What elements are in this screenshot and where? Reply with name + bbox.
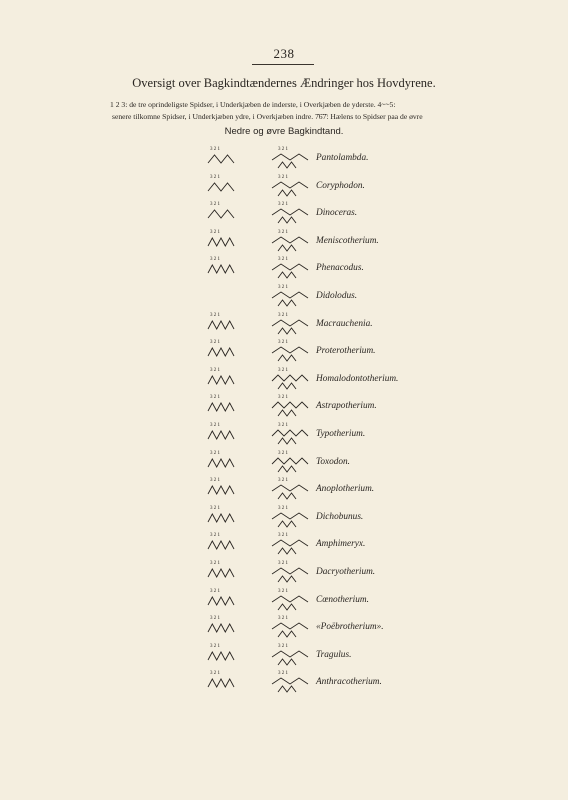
lower-cusp-outline xyxy=(208,265,234,273)
legend-line-2-rest: Hælens to Spidser paa de øvre xyxy=(330,112,423,121)
upper-molar-sketch xyxy=(268,477,312,503)
cusp-numbers: 3 2 1 xyxy=(278,367,288,373)
cusp-numbers: 3 2 1 xyxy=(278,202,288,208)
upper-cusp-outline xyxy=(272,209,308,215)
upper-molar-sketch xyxy=(268,256,312,282)
upper-cusp-outline xyxy=(272,182,308,188)
lower-molar-sketch xyxy=(204,174,238,201)
lower-molar-sketch xyxy=(204,394,238,416)
upper-molar-sketch xyxy=(268,532,312,558)
heel-cusps-outline xyxy=(278,383,296,389)
heel-cusps-outline xyxy=(278,604,296,610)
cusp-numbers: 3 2 1 xyxy=(210,312,220,318)
heel-cusps-outline xyxy=(278,355,296,361)
taxon-name: «Poëbrotherium». xyxy=(316,622,384,633)
cusp-numbers: 3 2 1 xyxy=(278,340,288,346)
legend-line-1: 1 2 3: de tre oprindeligste Spidser, i Underkjæben de inderste, i Overkjæben de yderste. xyxy=(110,100,376,109)
upper-molar-sketch xyxy=(268,394,312,425)
lower-molar-sketch xyxy=(204,560,238,582)
taxon-name: Coryphodon. xyxy=(316,180,365,191)
lower-molar-sketch xyxy=(204,670,238,692)
upper-molar-sketch xyxy=(268,394,312,420)
cusp-numbers: 3 2 1 xyxy=(210,395,220,401)
cusp-numbers: 3 2 1 xyxy=(210,229,220,235)
upper-cusp-outline xyxy=(272,458,308,464)
cusp-numbers: 3 2 1 xyxy=(210,423,220,428)
lower-cusp-outline xyxy=(208,403,234,411)
taxon-name: Meniscotherium. xyxy=(316,235,379,246)
legend-line-2: senere tilkomne Spidser, i Underkjæben ydre, i Overkjæben indre. xyxy=(112,112,314,121)
upper-cusp-outline xyxy=(272,430,308,436)
cusp-numbers: 3 2 1 xyxy=(210,147,220,152)
lower-molar-sketch xyxy=(204,256,238,278)
upper-molar-sketch xyxy=(268,174,312,200)
upper-molar-sketch xyxy=(268,588,312,622)
taxon-row xyxy=(0,367,568,391)
subtitle: Nedre og øvre Bagkindtand. xyxy=(224,126,344,137)
cusp-numbers: 3 2 1 xyxy=(210,561,220,566)
taxon-row xyxy=(0,588,568,612)
lower-cusp-outline xyxy=(208,624,234,632)
cusp-numbers: 3 2 1 xyxy=(210,588,220,594)
taxon-row xyxy=(0,339,568,363)
upper-molar-sketch xyxy=(268,505,312,539)
lower-molar-sketch xyxy=(204,146,238,173)
cusp-numbers: 3 2 1 xyxy=(278,229,288,235)
cusp-numbers: 3 2 1 xyxy=(278,257,288,263)
lower-cusp-outline xyxy=(208,597,234,605)
lower-molar-sketch xyxy=(204,367,238,389)
upper-molar-sketch xyxy=(268,450,312,484)
taxon-name: Anoplotherium. xyxy=(316,484,375,495)
upper-molar-sketch xyxy=(268,367,312,401)
lower-molar-sketch xyxy=(204,560,238,587)
lower-cusp-outline xyxy=(208,459,234,467)
upper-cusp-outline xyxy=(272,651,308,657)
lower-molar-sketch xyxy=(204,229,238,251)
cusp-numbers: 3 2 1 xyxy=(278,285,288,290)
upper-molar-sketch xyxy=(268,560,312,591)
heel-cusps-outline xyxy=(278,521,296,527)
lower-molar-sketch xyxy=(204,394,238,421)
heel-cusps-outline xyxy=(278,548,296,554)
taxon-name: Pantolambda. xyxy=(316,153,369,163)
upper-molar-sketch xyxy=(268,229,312,263)
legend-symbol-1: 4~~5: xyxy=(377,100,396,109)
lower-molar-sketch xyxy=(204,532,238,559)
upper-cusp-outline xyxy=(272,623,308,629)
cusp-numbers: 3 2 1 xyxy=(278,616,288,622)
lower-cusp-outline xyxy=(208,652,234,660)
heel-cusps-outline xyxy=(278,217,296,223)
lower-molar-sketch xyxy=(204,201,238,228)
upper-cusp-outline xyxy=(272,402,308,408)
lower-cusp-outline xyxy=(208,514,234,522)
upper-molar-sketch xyxy=(268,615,312,646)
upper-molar-sketch xyxy=(268,643,312,677)
upper-molar-sketch xyxy=(268,450,312,476)
cusp-numbers: 3 2 1 xyxy=(210,257,220,263)
lower-molar-sketch xyxy=(204,643,238,665)
lower-molar-sketch xyxy=(204,505,238,532)
taxon-row xyxy=(0,505,568,529)
taxon-name: Tragulus. xyxy=(316,649,352,660)
lower-cusp-outline xyxy=(208,431,234,439)
lower-molar-sketch xyxy=(204,588,238,610)
upper-molar-sketch xyxy=(268,477,312,508)
cusp-numbers: 3 2 1 xyxy=(210,533,220,539)
heel-cusps-outline xyxy=(278,686,296,692)
lower-cusp-outline xyxy=(208,486,234,494)
upper-molar-sketch xyxy=(268,367,312,393)
taxon-name: Dinoceras. xyxy=(316,208,358,219)
upper-cusp-outline xyxy=(272,237,308,243)
lower-molar-sketch xyxy=(204,146,238,168)
heel-cusps-outline xyxy=(278,162,296,168)
cusp-numbers: 3 2 1 xyxy=(278,588,288,594)
lower-cusp-outline xyxy=(208,155,234,163)
upper-molar-sketch xyxy=(268,339,312,365)
taxon-row xyxy=(0,615,568,639)
upper-molar-sketch xyxy=(268,201,312,227)
taxon-name: Cœnotherium. xyxy=(316,594,369,605)
cusp-numbers: 3 2 1 xyxy=(278,533,288,539)
heel-cusps-outline xyxy=(278,272,296,278)
taxon-name: Astrapotherium. xyxy=(316,401,377,412)
heel-cusps-outline xyxy=(278,190,296,196)
lower-cusp-outline xyxy=(208,679,234,687)
lower-cusp-outline xyxy=(208,569,234,577)
lower-molar-sketch xyxy=(204,256,238,283)
cusp-numbers: 3 2 1 xyxy=(278,561,288,566)
upper-cusp-outline xyxy=(272,154,308,160)
upper-molar-sketch xyxy=(268,312,312,346)
page-title: Oversigt over Bagkindtændernes Ændringer hos Hovdyrene. xyxy=(132,76,436,90)
heel-cusps-outline xyxy=(278,300,296,306)
heel-cusps-outline xyxy=(278,328,296,334)
upper-molar-sketch xyxy=(268,201,312,232)
lower-molar-sketch xyxy=(204,505,238,527)
taxon-name: Macrauchenia. xyxy=(316,318,373,329)
upper-molar-sketch xyxy=(268,422,312,448)
upper-molar-sketch xyxy=(268,560,312,586)
upper-molar-sketch xyxy=(268,284,312,315)
cusp-numbers: 3 2 1 xyxy=(278,395,288,401)
cusp-numbers: 3 2 1 xyxy=(278,174,288,180)
heel-cusps-outline xyxy=(278,631,296,637)
lower-cusp-outline xyxy=(208,210,234,218)
taxon-row xyxy=(0,643,568,667)
lower-cusp-outline xyxy=(208,348,234,356)
taxon-row xyxy=(0,670,568,694)
cusp-numbers: 3 2 1 xyxy=(210,671,220,677)
cusp-numbers: 3 2 1 xyxy=(278,147,288,152)
lower-molar-sketch xyxy=(204,615,238,637)
upper-molar-sketch xyxy=(268,422,312,453)
cusp-numbers: 3 2 1 xyxy=(210,478,220,484)
taxon-row xyxy=(0,477,568,501)
upper-molar-sketch xyxy=(268,229,312,255)
taxon-name: Typotherium. xyxy=(316,429,366,439)
taxon-name: Proterotherium. xyxy=(316,346,376,357)
page-number: 238 xyxy=(273,46,295,61)
taxon-row xyxy=(0,284,568,308)
taxon-row xyxy=(0,174,568,198)
lower-cusp-outline xyxy=(208,183,234,191)
taxon-row xyxy=(0,201,568,225)
lower-molar-sketch xyxy=(204,588,238,615)
lower-molar-sketch xyxy=(204,615,238,642)
upper-molar-sketch xyxy=(268,670,312,701)
legend-symbol-2: 7̄6̄7̄: xyxy=(315,112,329,121)
lower-molar-sketch xyxy=(204,201,238,223)
cusp-numbers: 3 2 1 xyxy=(210,616,220,622)
taxon-name: Phenacodus. xyxy=(316,263,364,274)
cusp-numbers: 3 2 1 xyxy=(278,478,288,484)
lower-molar-sketch xyxy=(204,312,238,334)
taxon-name: Toxodon. xyxy=(316,456,351,467)
cusp-numbers: 3 2 1 xyxy=(210,643,220,649)
cusp-numbers: 3 2 1 xyxy=(210,505,220,511)
upper-molar-sketch xyxy=(268,284,312,310)
lower-molar-sketch xyxy=(204,643,238,670)
heel-cusps-outline xyxy=(278,245,296,251)
cusp-numbers: 3 2 1 xyxy=(278,450,288,456)
upper-molar-sketch xyxy=(268,339,312,370)
upper-molar-sketch xyxy=(268,146,312,177)
lower-molar-sketch xyxy=(204,450,238,477)
taxon-name: Anthracotherium. xyxy=(316,677,382,688)
upper-cusp-outline xyxy=(272,320,308,326)
heel-cusps-outline xyxy=(278,493,296,499)
upper-molar-sketch xyxy=(268,588,312,614)
taxon-row xyxy=(0,394,568,418)
lower-cusp-outline xyxy=(208,376,234,384)
lower-molar-sketch xyxy=(204,422,238,444)
upper-cusp-outline xyxy=(272,292,308,298)
lower-molar-sketch xyxy=(204,477,238,504)
lower-molar-sketch xyxy=(204,450,238,472)
lower-molar-sketch xyxy=(204,477,238,499)
upper-cusp-outline xyxy=(272,596,308,602)
heel-cusps-outline xyxy=(278,466,296,472)
upper-cusp-outline xyxy=(272,264,308,270)
lower-molar-sketch xyxy=(204,174,238,196)
upper-molar-sketch xyxy=(268,312,312,338)
upper-molar-sketch xyxy=(268,643,312,669)
upper-molar-sketch xyxy=(268,505,312,531)
heel-cusps-outline xyxy=(278,576,296,582)
upper-cusp-outline xyxy=(272,347,308,353)
upper-molar-sketch xyxy=(268,256,312,287)
taxon-row xyxy=(0,229,568,253)
cusp-numbers: 3 2 1 xyxy=(278,312,288,318)
upper-cusp-outline xyxy=(272,568,308,574)
cusp-numbers: 3 2 1 xyxy=(210,340,220,346)
lower-molar-sketch xyxy=(204,367,238,394)
upper-cusp-outline xyxy=(272,375,308,381)
lower-molar-sketch xyxy=(204,532,238,554)
upper-molar-sketch xyxy=(268,670,312,696)
upper-molar-sketch xyxy=(268,615,312,641)
lower-molar-sketch xyxy=(204,312,238,339)
cusp-numbers: 3 2 1 xyxy=(210,202,220,208)
upper-cusp-outline xyxy=(272,678,308,684)
taxon-name: Dichobunus. xyxy=(316,511,364,522)
taxon-name: Didolodus. xyxy=(316,291,358,301)
upper-molar-sketch xyxy=(268,174,312,208)
upper-cusp-outline xyxy=(272,485,308,491)
taxon-row xyxy=(0,256,568,280)
cusp-numbers: 3 2 1 xyxy=(278,643,288,649)
lower-molar-sketch xyxy=(204,339,238,361)
taxon-row xyxy=(0,422,568,446)
cusp-numbers: 3 2 1 xyxy=(278,671,288,677)
heel-cusps-outline xyxy=(278,659,296,665)
taxon-row xyxy=(0,450,568,474)
lower-molar-sketch xyxy=(204,339,238,366)
upper-molar-sketch xyxy=(268,146,312,172)
heel-cusps-outline xyxy=(278,410,296,416)
upper-molar-sketch xyxy=(268,532,312,563)
taxon-name: Amphimeryx. xyxy=(316,539,366,550)
cusp-numbers: 3 2 1 xyxy=(210,450,220,456)
taxon-row xyxy=(0,312,568,336)
taxon-row xyxy=(0,146,568,170)
taxon-row xyxy=(0,532,568,556)
cusp-numbers: 3 2 1 xyxy=(278,423,288,428)
lower-cusp-outline xyxy=(208,238,234,246)
lower-cusp-outline xyxy=(208,321,234,329)
taxon-row xyxy=(0,560,568,584)
upper-cusp-outline xyxy=(272,513,308,519)
lower-molar-sketch xyxy=(204,229,238,256)
cusp-numbers: 3 2 1 xyxy=(278,505,288,511)
cusp-numbers: 3 2 1 xyxy=(210,174,220,180)
lower-molar-sketch xyxy=(204,422,238,449)
lower-molar-sketch xyxy=(204,670,238,697)
cusp-numbers: 3 2 1 xyxy=(210,367,220,373)
lower-cusp-outline xyxy=(208,541,234,549)
taxon-name: Homalodontotherium. xyxy=(316,373,399,384)
upper-cusp-outline xyxy=(272,540,308,546)
taxon-name: Dacryotherium. xyxy=(316,567,376,577)
heel-cusps-outline xyxy=(278,438,296,444)
